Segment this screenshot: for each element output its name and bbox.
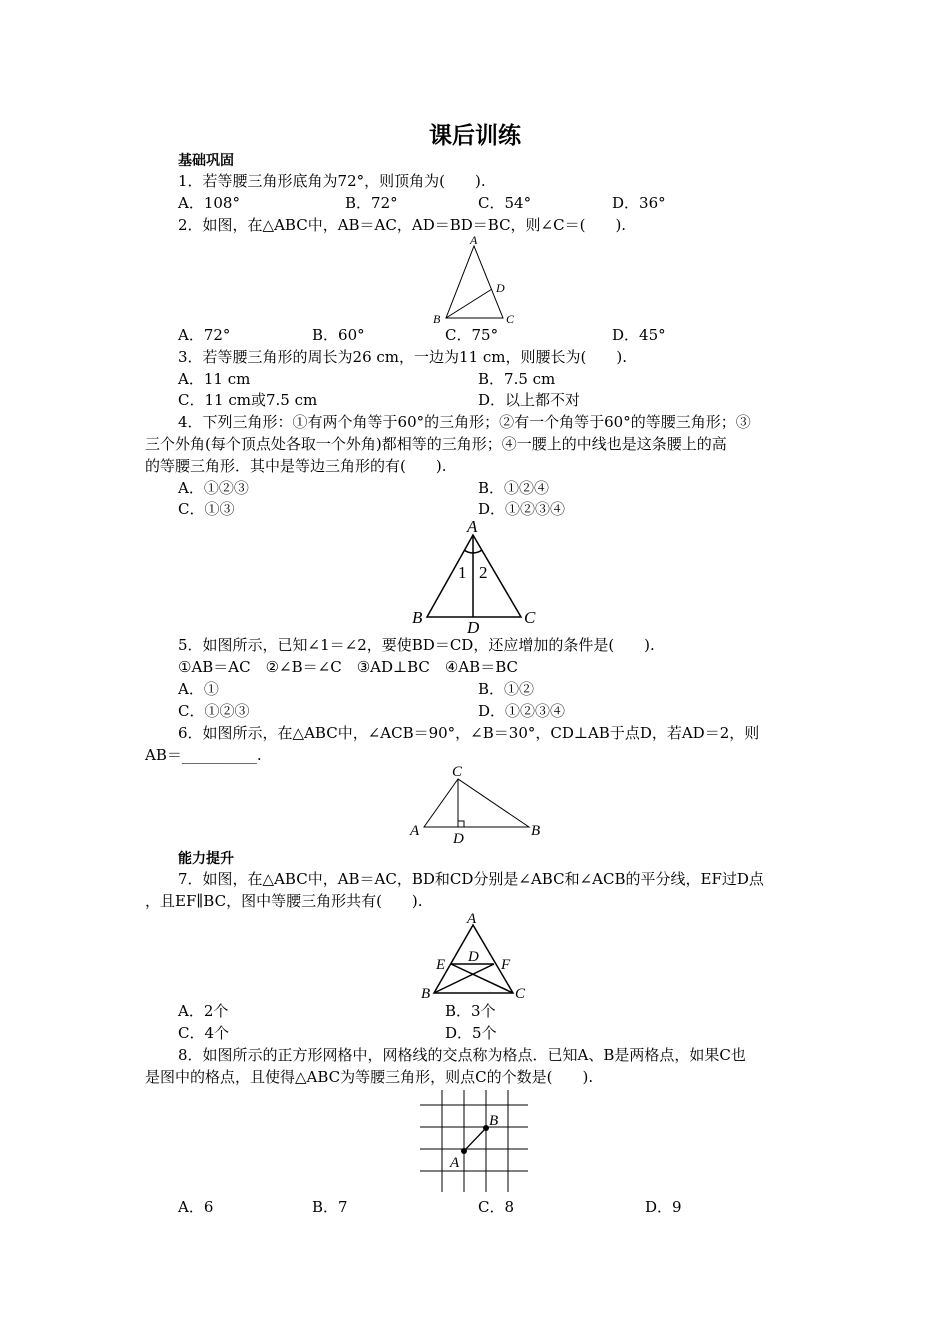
q1-option-a: A．108° — [178, 194, 240, 212]
q5-option-c: C．①②③ — [178, 702, 250, 720]
q8-label-b: B — [489, 1113, 499, 1129]
q2-option-b: B．60° — [312, 326, 365, 344]
section-basic: 基础巩固 — [178, 153, 234, 169]
q4-option-a: A．①②③ — [178, 479, 249, 497]
q7-option-a: A．2个 — [178, 1002, 229, 1020]
q7-option-c: C．4个 — [178, 1024, 230, 1042]
q4-line-2: 三个外角(每个顶点处各取一个外角)都相等的三角形；④一腰上的中线也是这条腰上的高 — [145, 435, 727, 453]
q5-label-a: A — [467, 517, 478, 536]
q2-option-d: D．45° — [612, 326, 666, 344]
q1-option-c: C．54° — [478, 194, 532, 212]
q5-stem: 5．如图所示，已知∠1＝∠2，要使BD＝CD，还应增加的条件是( ). — [178, 636, 655, 654]
q4-option-c: C．①③ — [178, 500, 235, 518]
q4-line-1: 4．下列三角形：①有两个角等于60°的三角形；②有一个角等于60°的等腰三角形；③ — [178, 413, 751, 431]
q1-option-d: D．36° — [612, 194, 666, 212]
q5-label-c: C — [524, 608, 536, 627]
q7-option-d: D．5个 — [445, 1024, 497, 1042]
q8-line-2: 是图中的格点，且使得△ABC为等腰三角形，则点C的个数是( ). — [145, 1068, 594, 1086]
q5-label-angle-1: 1 — [458, 563, 467, 582]
q7-option-b: B．3个 — [445, 1002, 496, 1020]
q2-stem: 2．如图，在△ABC中，AB＝AC，AD＝BD＝BC，则∠C＝( ). — [178, 216, 627, 234]
q7-label-e: E — [436, 957, 446, 973]
page-title: 课后训练 — [429, 123, 521, 149]
q8-option-b: B．7 — [312, 1198, 348, 1216]
q6-label-c: C — [452, 764, 463, 780]
q5-label-b: B — [412, 608, 423, 627]
q3-option-a: A．11 cm — [178, 370, 251, 388]
q6-line-2: AB＝__________. — [145, 746, 262, 764]
q6-label-d: D — [453, 831, 464, 847]
q8-option-c: C．8 — [478, 1198, 515, 1216]
q1-stem: 1．若等腰三角形底角为72°，则顶角为( ). — [178, 172, 486, 190]
q4-option-b: B．①②④ — [478, 479, 550, 497]
q2-option-a: A．72° — [178, 326, 231, 344]
q2-label-b: B — [433, 312, 441, 326]
q7-line-1: 7．如图，在△ABC中，AB＝AC，BD和CD分别是∠ABC和∠ACB的平分线，EF过D点 — [178, 870, 764, 888]
q4-line-3: 的等腰三角形．其中是等边三角形的有( ). — [145, 457, 447, 475]
q4-option-d: D．①②③④ — [478, 500, 566, 518]
q6-line-1: 6．如图所示，在△ABC中，∠ACB＝90°，∠B＝30°，CD⊥AB于点D，若AD＝2，则 — [178, 724, 760, 742]
q1-option-b: B．72° — [345, 194, 398, 212]
q2-label-d: D — [496, 281, 505, 295]
q6-label-a: A — [410, 823, 420, 839]
q5-label-angle-2: 2 — [479, 563, 488, 582]
q7-line-2: ，且EF∥BC，图中等腰三角形共有( ). — [145, 892, 423, 910]
section-advanced: 能力提升 — [178, 851, 234, 867]
q2-label-c: C — [506, 312, 515, 326]
q3-stem: 3．若等腰三角形的周长为26 cm，一边为11 cm，则腰长为( ). — [178, 348, 627, 366]
q6-label-b: B — [531, 823, 541, 839]
q5-conditions: ①AB＝AC ②∠B＝∠C ③AD⊥BC ④AB＝BC — [178, 658, 518, 676]
q5-option-a: A．① — [178, 680, 219, 698]
q5-option-d: D．①②③④ — [478, 702, 566, 720]
q8-line-1: 8．如图所示的正方形网格中，网格线的交点称为格点．已知A、B是两格点，如果C也 — [178, 1046, 746, 1064]
q8-option-d: D．9 — [645, 1198, 682, 1216]
q3-option-c: C．11 cm或7.5 cm — [178, 391, 318, 409]
q7-label-a: A — [467, 911, 477, 927]
q8-label-a: A — [450, 1155, 460, 1171]
q3-option-d: D．以上都不对 — [478, 391, 581, 409]
q2-option-c: C．75° — [445, 326, 499, 344]
q5-option-b: B．①② — [478, 680, 535, 698]
q5-label-d: D — [467, 618, 480, 637]
q8-option-a: A．6 — [178, 1198, 214, 1216]
q7-label-b: B — [421, 986, 431, 1002]
q7-label-c: C — [515, 986, 526, 1002]
q3-option-b: B．7.5 cm — [478, 370, 556, 388]
q7-label-d: D — [468, 949, 479, 965]
q2-label-a: A — [470, 233, 478, 247]
q7-label-f: F — [501, 957, 511, 973]
